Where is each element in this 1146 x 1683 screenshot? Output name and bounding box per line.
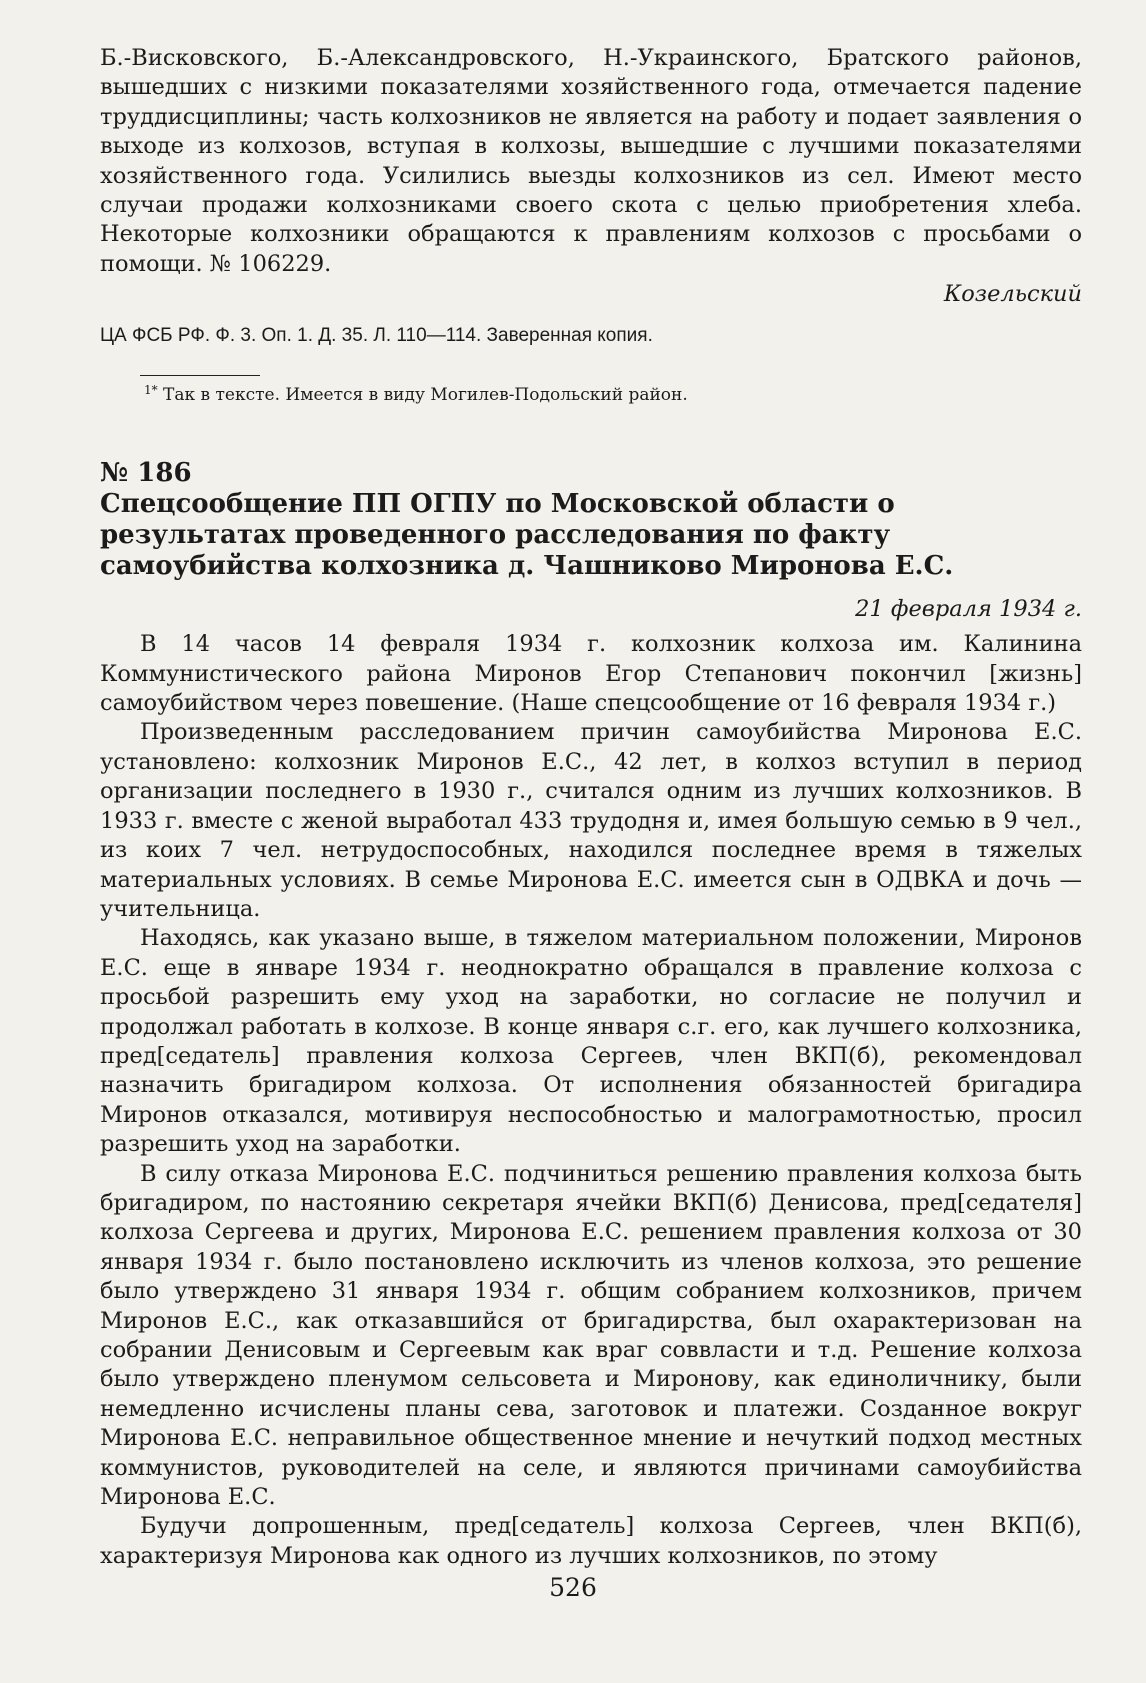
body-paragraph: В силу отказа Миронова Е.С. подчиниться решению правления колхоза быть бригадиром, по настоянию секретаря ячейки ВКП(б) Денисова, пред[седателя] колхоза Сергеева и других, Миронова Е.С. решением правления колхоза от 30 января 1934 г. было постановлено исключить из членов колхоза, это решение было утверждено 31 января 1934 г. общим собранием колхозников, причем Миронов Е.С., как отказавшийся от бригадирства, был охарактеризован на собрании Денисовым и Сергеевым как враг соввласти и т.д. Решение колхоза было утверждено пленумом сельсовета и Миронову, как единоличнику, были немедленно исчислены планы сева, заготовок и платежи. Созданное вокруг Миронова Е.С. неправильное общественное мнение и нечуткий подход местных коммунистов, руководителей на селе, и являются причинами самоубийства Миронова Е.С. xyxy=(100,1160,1082,1511)
signature: Козельский xyxy=(943,281,1082,308)
body-paragraph: Будучи допрошенным, пред[седатель] колхоза Сергеев, член ВКП(б), характеризуя Миронова как одного из лучших колхозников, по этому xyxy=(100,1513,1082,1569)
document-date: 21 февраля 1934 г. xyxy=(855,596,1082,623)
document-number: № 186 xyxy=(100,458,192,489)
page-number: 526 xyxy=(549,1573,597,1602)
footnote xyxy=(144,378,1082,407)
body-paragraph: Находясь, как указано выше, в тяжелом материальном положении, Миронов Е.С. еще в январе 1934 г. неоднократно обращался в правление колхоза с просьбой разрешить ему уход на заработки, но согласие не получил и продолжал работать в колхозе. В конце января с.г. его, как лучшего колхозника, пред[седатель] правления колхоза Сергеев, член ВКП(б), рекомендовал назначить бригадиром колхоза. От исполнения обязанностей бригадира Миронов отказался, мотивируя неспособностью и малограмотностью, просил разрешить уход на заработки. xyxy=(100,925,1082,1158)
body-paragraph: Произведенным расследованием причин самоубийства Миронова Е.С. установлено: колхозник Миронов Е.С., 42 лет, в колхоз вступил в период организации последнего в 1930 г., считался одним из лучших колхозников. В 1933 г. вместе с женой выработал 433 трудодня и, имея большую семью в 9 чел., из коих 7 чел. нетрудоспособных, находился последнее время в тяжелых материальных условиях. В семье Миронова Е.С. имеется сын в ОДВКА и дочь — учительница. xyxy=(100,719,1082,922)
body-paragraph: В 14 часов 14 февраля 1934 г. колхозник колхоза им. Калинина Коммунистического района Миронов Егор Степанович покончил [жизнь] самоубийством через повешение. (Наше спецсообщение от 16 февраля 1934 г.) xyxy=(100,631,1082,717)
footnote-marker: 1* xyxy=(144,383,158,398)
footnote-divider xyxy=(140,375,260,376)
archive-source: ЦА ФСБ РФ. Ф. 3. Оп. 1. Д. 35. Л. 110—114. Заверенная копия. xyxy=(100,325,653,347)
top-paragraph: Б.-Висковского, Б.-Александровского, Н.-Украинского, Братского районов, вышедших с низкими показателями хозяйственного года, отмечается падение труддисциплины; часть колхозников не является на работу и подает заявления о выходе из колхозов, вступая в колхозы, вышедшие с лучшими показателями хозяйственного года. Усилились выезды колхозников из сел. Имеют место случаи продажи колхозниками своего скота с целью приобретения хлеба. Некоторые колхозники обращаются к правлениям колхозов с просьбами о помощи. № 106229. xyxy=(100,45,1082,277)
document-body xyxy=(100,630,1082,1571)
document-title: Спецсообщение ПП ОГПУ по Московской области о результатах проведенного расследования по факту самоубийства колхозника д. Чашниково Миронова Е.С. xyxy=(100,489,954,582)
footnote-text: Так в тексте. Имеется в виду Могилев-Подольский район. xyxy=(163,385,688,406)
